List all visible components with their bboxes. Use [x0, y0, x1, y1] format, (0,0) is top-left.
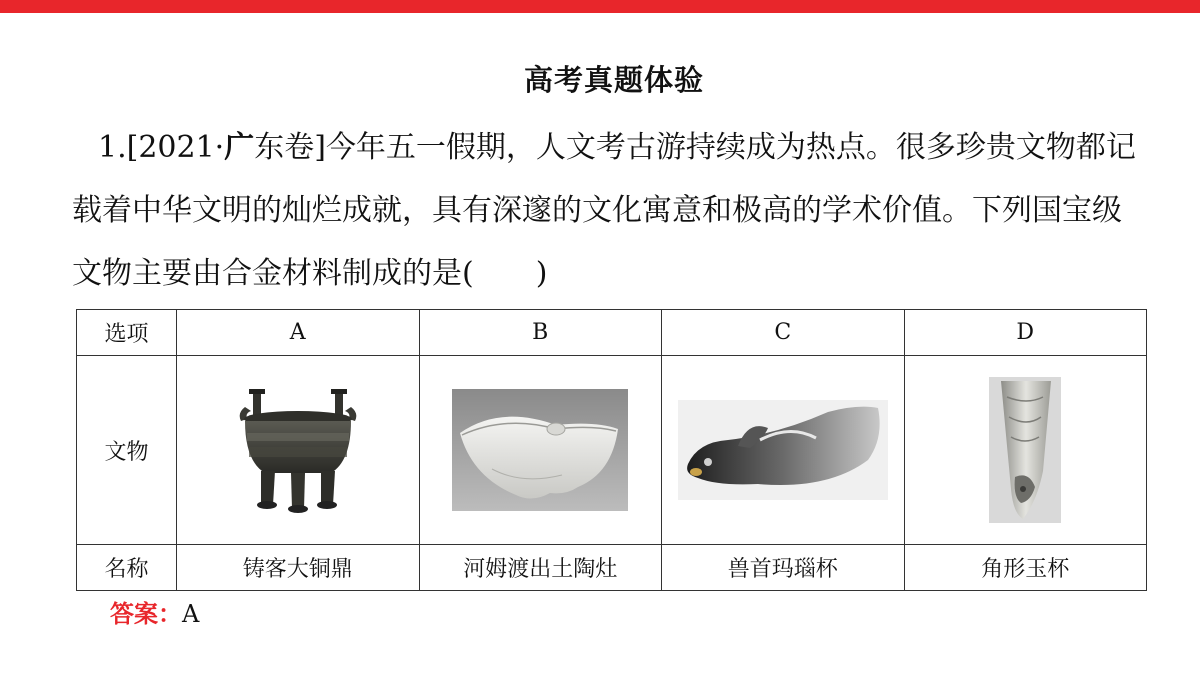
option-letter-c: C: [662, 310, 905, 356]
bronze-ding-icon: [223, 385, 373, 515]
row-label-name: 名称: [77, 545, 177, 591]
jade-horn-cup-icon: [989, 377, 1061, 523]
question-close-paren: ): [535, 256, 548, 291]
question-source-suffix: 东卷]: [254, 130, 326, 165]
relics-table: [76, 309, 1147, 591]
option-letter-a: A: [177, 310, 420, 356]
page-title: 高考真题体验: [523, 63, 704, 97]
table-row: [77, 310, 1147, 356]
relic-name-b: 河姆渡出土陶灶: [419, 545, 662, 591]
agate-cup-icon: [678, 400, 888, 500]
relic-name-d: 角形玉杯: [904, 545, 1147, 591]
question-source-prefix: [2021·: [126, 130, 225, 165]
row-label-option: 选项: [77, 310, 177, 356]
relic-image-cell-c: [662, 356, 905, 545]
answer-line: [110, 594, 199, 629]
relic-name-c: 兽首玛瑙杯: [662, 545, 905, 591]
table-row: [77, 545, 1147, 591]
question-source-bold: 广: [224, 130, 255, 165]
question-body: 今年五一假期，人文考古游持续成为热点。很多珍贵文物都记载着中华文明的灿烂成就，具有深邃的文化寓意和极高的学术价值。下列国宝级文物主要由合金材料制成的是(: [72, 130, 1136, 291]
relic-name-a: 铸客大铜鼎: [177, 545, 420, 591]
table-row: [77, 356, 1147, 545]
relic-image-cell-a: [177, 356, 420, 545]
relic-image-cell-b: [419, 356, 662, 545]
answer-value: A: [182, 600, 200, 628]
row-label-relic: 文物: [77, 356, 177, 545]
question-number: 1.: [98, 130, 127, 165]
relic-image-cell-d: [904, 356, 1147, 545]
option-letter-d: D: [904, 310, 1147, 356]
pottery-stove-icon: [452, 389, 628, 511]
top-accent-bar: [0, 0, 1200, 13]
answer-label: 答案：: [110, 600, 182, 628]
question-text: [72, 116, 1142, 305]
option-letter-b: B: [419, 310, 662, 356]
